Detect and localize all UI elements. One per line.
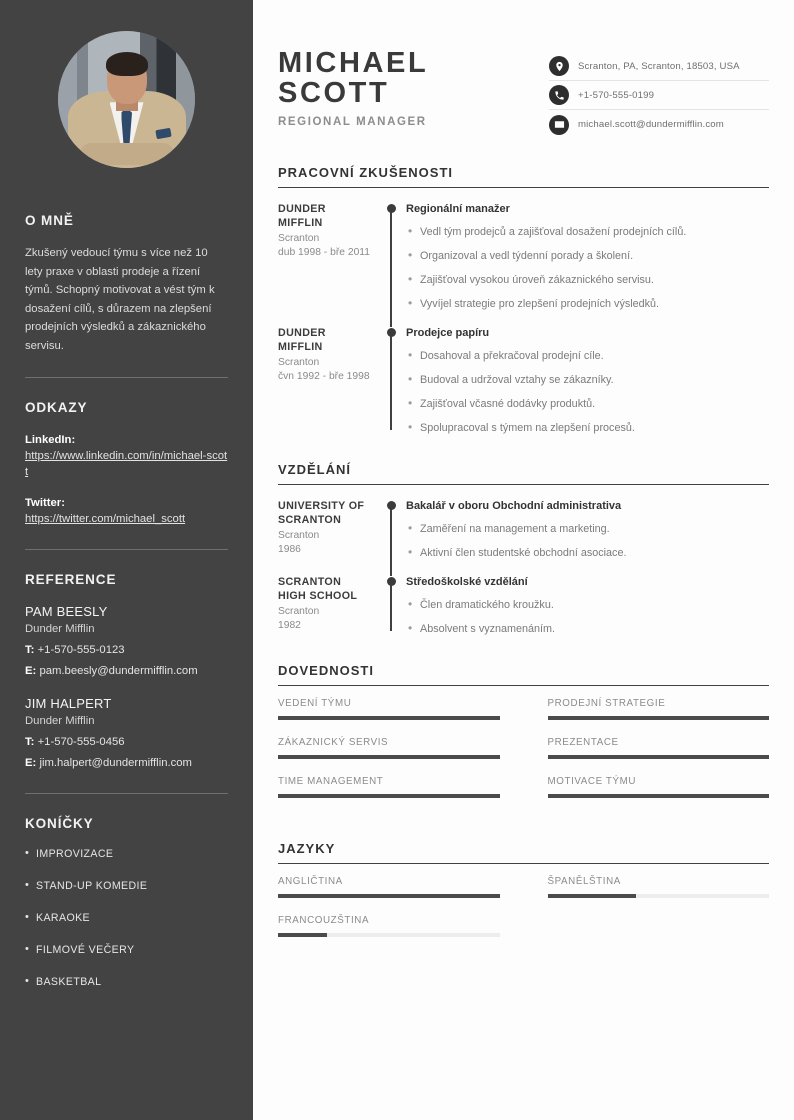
skills-grid (278, 686, 769, 815)
envelope-icon (549, 115, 569, 135)
name-block (278, 48, 428, 139)
language-fill (278, 894, 500, 898)
timeline-line (390, 504, 391, 576)
experience-role: Prodejce papíru (406, 327, 490, 339)
sidebar-divider-3 (25, 793, 228, 794)
profile-photo-wrapper (25, 0, 228, 168)
experience-org: DUNDER MIFFLIN (278, 203, 326, 229)
skill-item (278, 776, 500, 815)
education-heading: VZDĚLÁNÍ (278, 462, 769, 485)
skill-item (278, 737, 500, 776)
education-meta (278, 500, 378, 561)
location-pin-icon (549, 56, 569, 76)
list-item: • Zajišťoval vysokou úroveň zákaznického servisu. (406, 273, 769, 288)
skill-label: PREZENTACE (547, 737, 619, 748)
education-org: UNIVERSITY OF SCRANTON (278, 500, 365, 526)
job-title: REGIONAL MANAGER (278, 116, 427, 128)
education-item (278, 561, 769, 637)
photo-hair (106, 52, 148, 76)
education-body (404, 500, 769, 561)
skills-heading: DOVEDNOSTI (278, 663, 769, 686)
list-item: • Budoval a udržoval vztahy se zákazníky. (406, 373, 769, 388)
reference-item (25, 603, 228, 679)
hobbies-heading: KONÍČKY (25, 816, 94, 831)
language-label: ANGLIČTINA (278, 876, 343, 887)
timeline-marker (378, 500, 404, 561)
skill-track (548, 716, 770, 720)
languages-section (278, 841, 769, 954)
skill-track (278, 755, 500, 759)
experience-meta (278, 327, 378, 436)
link-item-linkedin (25, 432, 228, 480)
skill-fill (278, 794, 500, 798)
skill-label: VEDENÍ TÝMU (278, 698, 352, 709)
timeline-dot-icon (387, 204, 396, 213)
phone-icon (549, 85, 569, 105)
reference-name: JIM HALPERT (25, 696, 112, 711)
reference-phone-row (25, 734, 228, 751)
language-label: FRANCOUZŠTINA (278, 915, 370, 926)
timeline-dot-icon (387, 501, 396, 510)
list-item: • BASKETBAL (25, 975, 228, 990)
sidebar-divider-1 (25, 377, 228, 378)
skill-label: MOTIVACE TÝMU (547, 776, 637, 787)
skill-item (548, 776, 770, 815)
skill-track (278, 716, 500, 720)
links-heading: ODKAZY (25, 400, 88, 415)
reference-phone-key: T: (25, 736, 35, 748)
education-meta (278, 576, 378, 637)
experience-section (278, 165, 769, 436)
reference-company: Dunder Mifflin (25, 623, 95, 635)
experience-body (404, 327, 769, 436)
language-track (278, 894, 500, 898)
skills-section (278, 663, 769, 815)
skill-fill (548, 716, 770, 720)
experience-bullets (406, 349, 769, 436)
timeline-line (390, 207, 391, 327)
reference-item (25, 695, 228, 771)
list-item: • Dosahoval a překračoval prodejní cíle. (406, 349, 769, 364)
timeline-marker (378, 203, 404, 312)
reference-email-row (25, 663, 228, 680)
language-label: ŠPANĚLŠTINA (547, 876, 621, 887)
experience-body (404, 203, 769, 312)
experience-bullets (406, 225, 769, 312)
list-item: • KARAOKE (25, 911, 228, 926)
link-url[interactable]: https://twitter.com/michael_scott (25, 513, 186, 525)
list-item: • Absolvent s vyznamenáním. (406, 622, 769, 637)
language-item (278, 915, 500, 954)
education-bullets (406, 522, 769, 561)
education-section (278, 462, 769, 637)
link-item-twitter (25, 495, 228, 527)
list-item: • Spolupracoval s týmem na zlepšení procesů. (406, 421, 769, 436)
skill-track (278, 794, 500, 798)
language-track (548, 894, 770, 898)
reference-name: PAM BEESLY (25, 604, 108, 619)
list-item: • Vyvíjel strategie pro zlepšení prodejních výsledků. (406, 297, 769, 312)
about-section (25, 213, 228, 355)
photo-arms (80, 143, 174, 165)
language-fill (548, 894, 637, 898)
skill-track (548, 794, 770, 798)
reference-email: jim.halpert@dundermifflin.com (39, 756, 192, 769)
references-section (25, 572, 228, 771)
experience-item (278, 312, 769, 436)
experience-date: čvn 1992 - bře 1998 (278, 371, 370, 382)
timeline-line (390, 331, 391, 430)
list-item: • Zajišťoval včasné dodávky produktů. (406, 397, 769, 412)
contact-row-phone (549, 81, 769, 110)
about-text: Zkušený vedoucí týmu s více než 10 lety praxe v oblasti prodeje a řízení týmů. Schopný motivovat a vést tým k dosažení cílů, s důrazem na zlepšení prodejních výsledků a zákaznického servisu. (25, 247, 215, 352)
skill-track (548, 755, 770, 759)
list-item: • IMPROVIZACE (25, 847, 228, 862)
list-item: • Vedl tým prodejců a zajišťoval dosažení prodejních cílů. (406, 225, 769, 240)
contact-row-email (549, 110, 769, 139)
reference-company: Dunder Mifflin (25, 715, 95, 727)
header (278, 0, 769, 139)
skill-fill (278, 755, 500, 759)
reference-email-row (25, 755, 228, 772)
skill-fill (278, 716, 500, 720)
education-degree: Bakalář v oboru Obchodní administrativa (406, 500, 622, 512)
contact-phone: +1-570-555-0199 (578, 89, 655, 101)
education-city: Scranton (278, 530, 320, 541)
experience-meta (278, 203, 378, 312)
skill-fill (548, 794, 770, 798)
link-label: Twitter: (25, 497, 65, 509)
skill-item (278, 698, 500, 737)
education-org: SCRANTON HIGH SCHOOL (278, 576, 358, 602)
list-item: • Organizoval a vedl týdenní porady a školení. (406, 249, 769, 264)
language-item (278, 876, 500, 915)
list-item: • Aktivní člen studentské obchodní asociace. (406, 546, 769, 561)
experience-city: Scranton (278, 357, 320, 368)
timeline-line (390, 580, 391, 631)
language-item (548, 876, 770, 915)
languages-heading: JAZYKY (278, 841, 769, 864)
experience-city: Scranton (278, 233, 320, 244)
education-bullets (406, 598, 769, 637)
experience-date: dub 1998 - bře 2011 (278, 247, 370, 258)
skill-label: PRODEJNÍ STRATEGIE (547, 698, 666, 709)
list-item: • FILMOVÉ VEČERY (25, 943, 228, 958)
list-item: • Zaměření na management a marketing. (406, 522, 769, 537)
education-item (278, 485, 769, 561)
reference-phone: +1-570-555-0456 (37, 736, 125, 748)
page-title-last: SCOTT (278, 77, 390, 109)
education-city: Scranton (278, 606, 320, 617)
avatar (58, 31, 195, 168)
skill-label: TIME MANAGEMENT (278, 776, 384, 787)
experience-org: DUNDER MIFFLIN (278, 327, 326, 353)
skill-item (548, 698, 770, 737)
reference-phone-row (25, 642, 228, 659)
page-title: MICHAEL (278, 47, 429, 79)
reference-email-key: E: (25, 664, 37, 677)
hobbies-list (25, 847, 228, 990)
contact-email: michael.scott@dundermifflin.com (578, 119, 724, 130)
main-content (253, 0, 794, 1120)
list-item: • Člen dramatického kroužku. (406, 598, 769, 613)
link-label: LinkedIn: (25, 434, 76, 446)
reference-email-key: E: (25, 756, 37, 769)
contact-address: Scranton, PA, Scranton, 18503, USA (578, 60, 740, 72)
contact-row-address (549, 52, 769, 81)
about-heading: O MNĚ (25, 213, 74, 228)
hobbies-section (25, 816, 228, 990)
experience-role: Regionální manažer (406, 203, 510, 215)
link-url[interactable]: https://www.linkedin.com/in/michael-scott (25, 450, 228, 478)
skill-item (548, 737, 770, 776)
timeline-marker (378, 576, 404, 637)
links-section (25, 400, 228, 527)
skill-label: ZÁKAZNICKÝ SERVIS (278, 737, 389, 748)
reference-email: pam.beesly@dundermifflin.com (39, 664, 198, 677)
education-date: 1986 (278, 544, 301, 555)
education-degree: Středoškolské vzdělání (406, 576, 528, 588)
timeline-marker (378, 327, 404, 436)
education-date: 1982 (278, 620, 301, 631)
skill-fill (548, 755, 770, 759)
languages-grid (278, 864, 769, 954)
contact-list (549, 48, 769, 139)
experience-heading: PRACOVNÍ ZKUŠENOSTI (278, 165, 769, 188)
sidebar-divider-2 (25, 549, 228, 550)
language-track (278, 933, 500, 937)
sidebar (0, 0, 253, 1120)
reference-phone-key: T: (25, 644, 35, 656)
reference-phone: +1-570-555-0123 (37, 644, 125, 656)
experience-item (278, 188, 769, 312)
list-item: • STAND-UP KOMEDIE (25, 879, 228, 894)
education-body (404, 576, 769, 637)
language-fill (278, 933, 327, 937)
timeline-dot-icon (387, 328, 396, 337)
references-heading: REFERENCE (25, 572, 117, 587)
timeline-dot-icon (387, 577, 396, 586)
